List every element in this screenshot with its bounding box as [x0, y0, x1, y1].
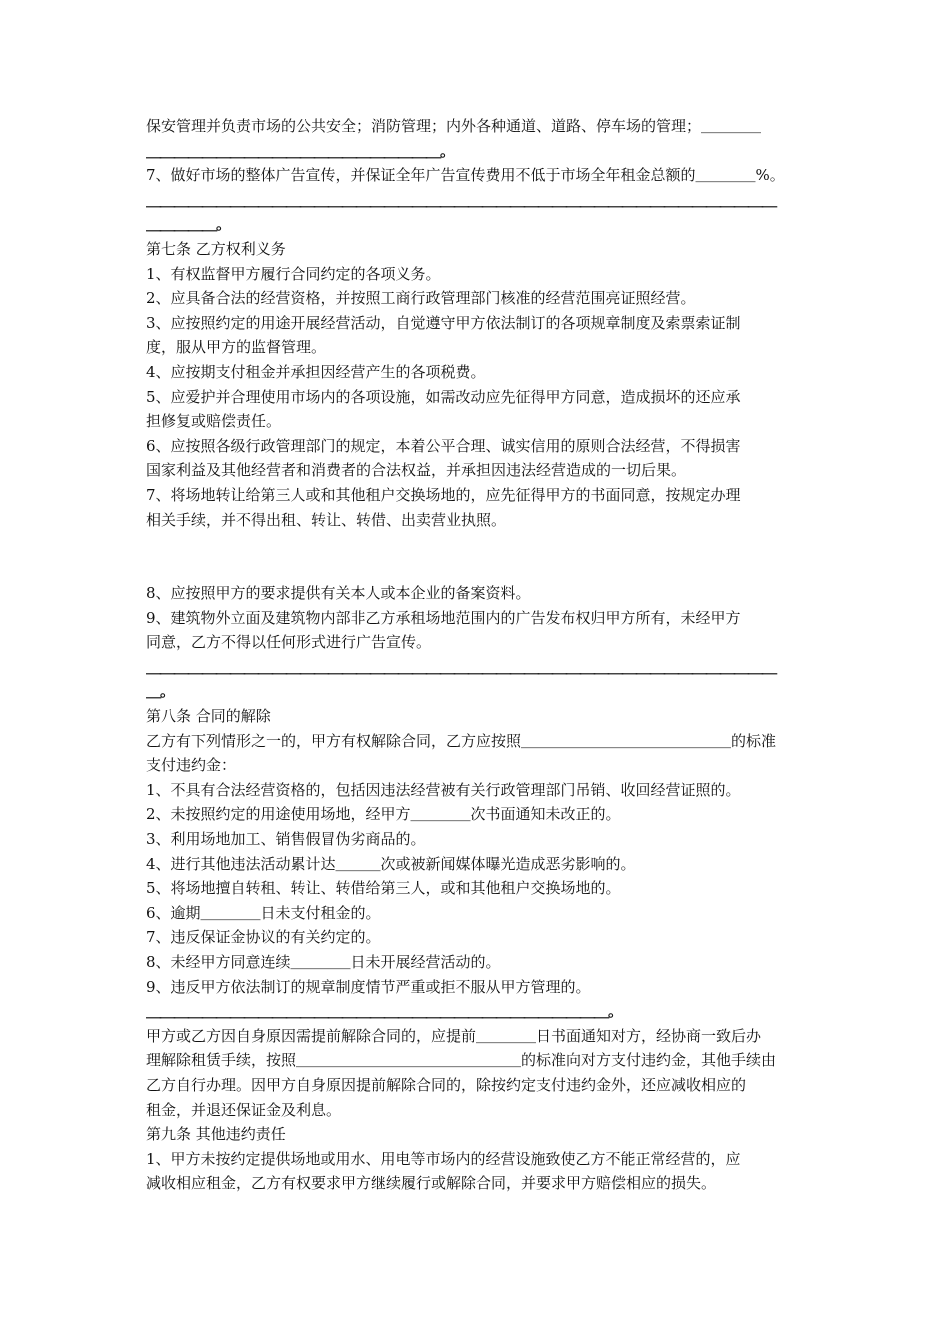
document-line: ＿＿＿＿＿＿＿＿＿＿＿＿＿＿＿＿＿＿＿＿＿＿＿＿＿＿＿＿＿＿＿＿＿＿＿＿＿＿＿＿＿＿＿＿＿ — [146, 657, 777, 676]
document-line: 2、未按照约定的用途使用场地，经甲方＿＿＿＿次书面通知未改正的。 — [146, 805, 621, 824]
document-line: 减收相应租金，乙方有权要求甲方继续履行或解除合同，并要求甲方赔偿相应的损失。 — [146, 1174, 717, 1193]
document-line: 1、甲方未按约定提供场地或用水、用电等市场内的经营设施致使乙方不能正常经营的，应 — [146, 1149, 741, 1168]
document-line: 乙方自行办理。因甲方自身原因提前解除合同的，除按约定支付违约金外，还应减收相应的 — [146, 1075, 747, 1094]
document-line: ＿＿＿＿＿＿＿＿＿＿＿＿＿＿＿＿＿＿＿＿＿＿＿＿＿＿＿＿＿＿＿＿＿。 — [146, 1002, 623, 1021]
document-line: 6、应按照各级行政管理部门的规定，本着公平合理、诚实信用的原则合法经营，不得损害 — [146, 436, 741, 455]
page-spacing — [146, 532, 811, 581]
document-line: 支付违约金： — [146, 756, 237, 775]
document-line: 第九条 其他违约责任 — [146, 1125, 286, 1144]
document-line: 度，服从甲方的监督管理。 — [146, 338, 327, 357]
document-line: 7、违反保证金协议的有关约定的。 — [146, 928, 381, 947]
contract-section-obligations — [146, 114, 811, 532]
document-line: 保安管理并负责市场的公共安全；消防管理；内外各种通道、道路、停车场的管理；＿＿＿＿ — [146, 117, 762, 135]
document-line: 第七条 乙方权利义务 — [146, 239, 286, 258]
document-line: 7、将场地转让给第三人或和其他租户交换场地的，应先征得甲方的书面同意，按规定办理 — [146, 485, 741, 504]
document-line: ＿。 — [146, 682, 175, 701]
document-line: ＿＿＿＿＿。 — [146, 215, 231, 234]
document-line: 租金，并退还保证金及利息。 — [146, 1100, 342, 1119]
document-page — [146, 114, 811, 1196]
document-line: 8、应按照甲方的要求提供有关本人或本企业的备案资料。 — [146, 584, 531, 603]
document-line: 3、利用场地加工、销售假冒伪劣商品的。 — [146, 830, 426, 849]
document-line: 国家利益及其他经营者和消费者的合法权益，并承担因违法经营造成的一切后果。 — [146, 461, 687, 480]
document-line: 9、违反甲方依法制订的规章制度情节严重或拒不服从甲方管理的。 — [146, 977, 591, 996]
document-line: ＿＿＿＿＿＿＿＿＿＿＿＿＿＿＿＿＿＿＿＿＿。 — [146, 141, 455, 160]
contract-section-termination — [146, 581, 811, 1196]
document-line: 4、应按期支付租金并承担因经营产生的各项税费。 — [146, 362, 486, 381]
document-line: 担修复或赔偿责任。 — [146, 412, 282, 431]
document-line: 2、应具备合法的经营资格，并按照工商行政管理部门核准的经营范围亮证照经营。 — [146, 289, 696, 308]
document-line: 7、做好市场的整体广告宣传，并保证全年广告宣传费用不低于市场全年租金总额的＿＿＿＿%。 — [146, 166, 785, 185]
document-line: 5、将场地擅自转租、转让、转借给第三人，或和其他租户交换场地的。 — [146, 879, 621, 898]
document-line: 3、应按照约定的用途开展经营活动，自觉遵守甲方依法制订的各项规章制度及索票索证制 — [146, 313, 741, 332]
document-line: 1、不具有合法经营资格的，包括因违法经营被有关行政管理部门吊销、收回经营证照的。 — [146, 780, 741, 799]
document-line: 4、进行其他违法活动累计达＿＿＿次或被新闻媒体曝光造成恶劣影响的。 — [146, 854, 636, 873]
document-line: 乙方有下列情形之一的，甲方有权解除合同，乙方应按照＿＿＿＿＿＿＿＿＿＿＿＿＿＿的标准 — [146, 731, 777, 750]
document-line: 同意，乙方不得以任何形式进行广告宣传。 — [146, 633, 432, 652]
document-line: 5、应爱护并合理使用市场内的各项设施，如需改动应先征得甲方同意，造成损坏的还应承 — [146, 387, 741, 406]
document-line: 相关手续，并不得出租、转让、转借、出卖营业执照。 — [146, 510, 507, 529]
document-line: 1、有权监督甲方履行合同约定的各项义务。 — [146, 264, 441, 283]
document-line: 6、逾期＿＿＿＿日未支付租金的。 — [146, 903, 381, 922]
document-line: 第八条 合同的解除 — [146, 707, 271, 726]
document-line: 9、建筑物外立面及建筑物内部非乙方承租场地范围内的广告发布权归甲方所有，未经甲方 — [146, 608, 741, 627]
document-line: 甲方或乙方因自身原因需提前解除合同的，应提前＿＿＿＿日书面通知对方，经协商一致后办 — [146, 1026, 762, 1045]
document-line: 理解除租赁手续，按照＿＿＿＿＿＿＿＿＿＿＿＿＿＿＿的标准向对方支付违约金，其他手续由 — [146, 1051, 777, 1070]
document-line: ＿＿＿＿＿＿＿＿＿＿＿＿＿＿＿＿＿＿＿＿＿＿＿＿＿＿＿＿＿＿＿＿＿＿＿＿＿＿＿＿＿＿＿＿＿ — [146, 190, 777, 209]
document-line: 8、未经甲方同意连续＿＿＿＿日未开展经营活动的。 — [146, 953, 501, 971]
